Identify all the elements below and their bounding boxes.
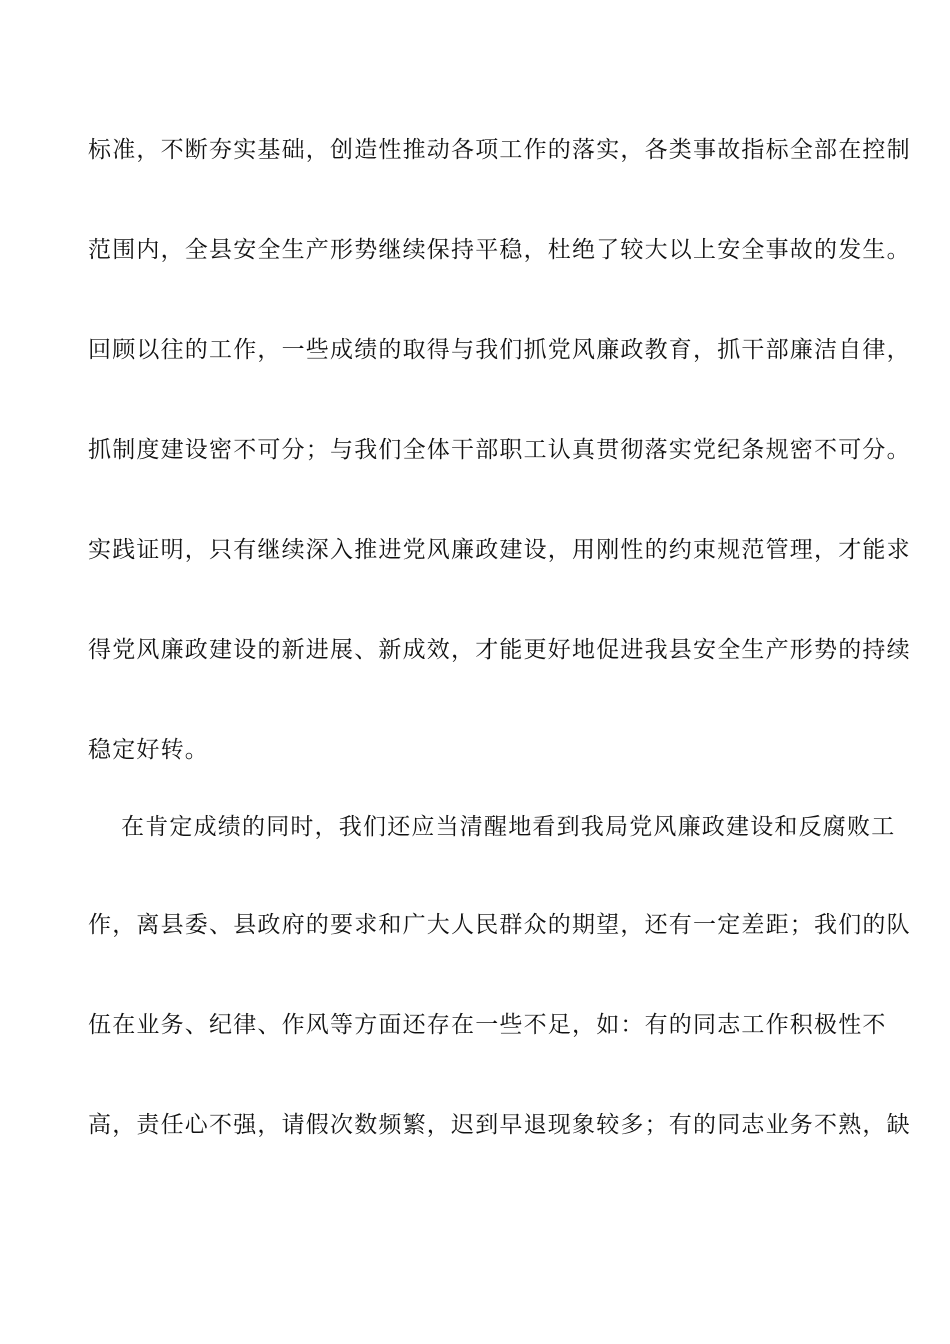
text-line-1: 标准，不断夯实基础，创造性推动各项工作的落实，各类事故指标全部在控制 — [88, 137, 911, 163]
text-line-3: 回顾以往的工作，一些成绩的取得与我们抓党风廉政教育，抓干部廉洁自律， — [88, 337, 911, 363]
text-line-4: 抓制度建设密不可分；与我们全体干部职工认真贯彻落实党纪条规密不可分。 — [88, 437, 911, 463]
text-line-9: 作，离县委、县政府的要求和广大人民群众的期望，还有一定差距；我们的队 — [88, 912, 911, 938]
paragraph-start-line: 在肯定成绩的同时，我们还应当清醒地看到我局党风廉政建设和反腐败工 — [121, 814, 896, 840]
text-line-7: 稳定好转。 — [88, 737, 209, 763]
text-line-6: 得党风廉政建设的新进展、新成效，才能更好地促进我县安全生产形势的持续 — [88, 637, 911, 663]
text-line-11: 高，责任心不强，请假次数频繁，迟到早退现象较多；有的同志业务不熟，缺 — [88, 1112, 911, 1138]
text-line-5: 实践证明，只有继续深入推进党风廉政建设，用刚性的约束规范管理，才能求 — [88, 537, 911, 563]
text-line-10: 伍在业务、纪律、作风等方面还存在一些不足，如：有的同志工作积极性不 — [88, 1012, 887, 1038]
text-line-2: 范围内，全县安全生产形势继续保持平稳，杜绝了较大以上安全事故的发生。 — [88, 237, 911, 263]
